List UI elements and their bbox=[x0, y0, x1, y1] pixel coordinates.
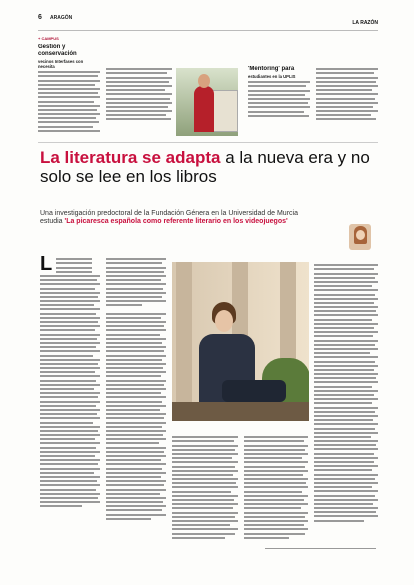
article-subhead bbox=[40, 210, 320, 226]
author-avatar-icon bbox=[349, 224, 371, 250]
article-photo bbox=[172, 262, 309, 421]
headline-highlight: La literatura se adapta bbox=[40, 148, 221, 167]
body-column-4 bbox=[244, 434, 308, 546]
section-divider bbox=[38, 142, 378, 143]
body-column-5 bbox=[314, 262, 378, 546]
headline-rest: a la nueva era y no solo se lee en los libros bbox=[40, 148, 370, 186]
brief-column-4 bbox=[316, 66, 378, 136]
page-footer bbox=[265, 548, 376, 559]
subhead-highlight: 'La picaresca española como referente literario en los videojuegos' bbox=[64, 218, 288, 225]
page-number: 6 bbox=[38, 14, 42, 21]
article-headline bbox=[40, 148, 380, 186]
brief-column-3 bbox=[248, 66, 310, 136]
body-column-3 bbox=[172, 434, 238, 546]
subhead-text: Una investigación predoctoral de la Fundación Génera en la Universidad de Murcia estudia bbox=[40, 210, 298, 225]
publication-brand: LA RAZÓN bbox=[352, 20, 378, 26]
section-kicker: + CAMPUS bbox=[38, 36, 59, 41]
body-column-1: L bbox=[40, 256, 100, 546]
brief-column-2 bbox=[106, 66, 172, 136]
brief-title: 'Mentoring' para bbox=[248, 66, 295, 72]
page-header bbox=[38, 12, 378, 31]
brief-title: Gestión y conservación bbox=[38, 44, 77, 57]
brief-column-1 bbox=[38, 44, 100, 136]
brief-subtitle: estudiantes en la UPLIS bbox=[248, 74, 296, 79]
body-column-2 bbox=[106, 256, 166, 546]
brief-photo bbox=[176, 68, 238, 136]
brief-subtitle: vecinos Interfases con necesita bbox=[38, 59, 84, 69]
section-name: ARAGÓN bbox=[50, 15, 73, 21]
